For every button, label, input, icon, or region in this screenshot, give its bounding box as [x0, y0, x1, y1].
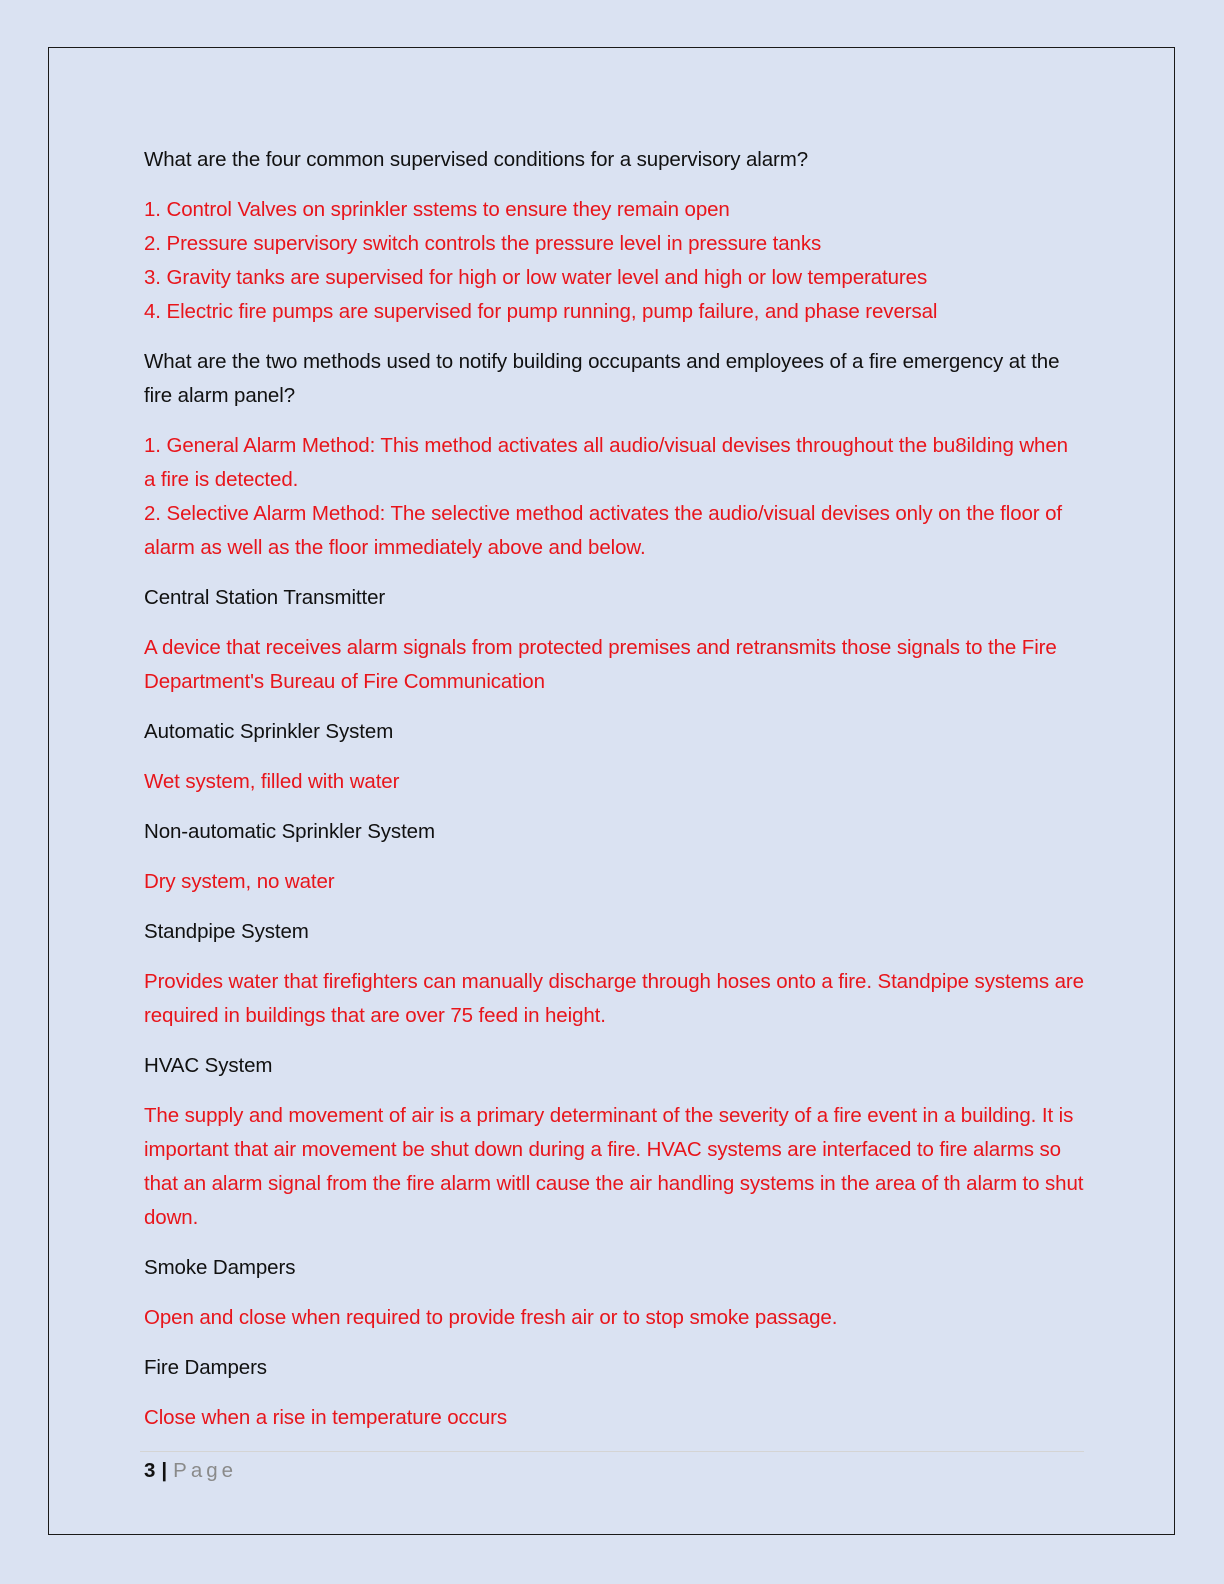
term-non-automatic-sprinkler-system: Non-automatic Sprinkler System [144, 820, 435, 843]
definition-hvac-system: The supply and movement of air is a primary determinant of the severity of a fire event in a building. It is important that air movement be shut down during a fire. HVAC systems are interfaced to fire alarms so that an alarm signal from the fire alarm witll cause the air handling systems in the area of th alarm to shut down. [144, 1104, 1084, 1229]
document-body [144, 143, 1084, 1451]
term-automatic-sprinkler-system: Automatic Sprinkler System [144, 720, 394, 743]
term-fire-dampers: Fire Dampers [144, 1356, 267, 1379]
answer-line: 3. Gravity tanks are supervised for high or low water level and high or low temperatures [144, 266, 928, 289]
term-central-station-transmitter: Central Station Transmitter [144, 586, 386, 609]
definition-non-automatic-sprinkler-system: Dry system, no water [144, 870, 335, 893]
definition-central-station-transmitter: A device that receives alarm signals from protected premises and retransmits those signals to the Fire Department's Bureau of Fire Communication [144, 636, 1057, 693]
answer-notification-methods [144, 429, 1084, 565]
page-label: Page [173, 1459, 238, 1482]
answer-line: 1. General Alarm Method: This method activates all audio/visual devises throughout the bu8ilding when a fire is detected. [144, 434, 1068, 491]
footer-separator: | [161, 1459, 168, 1482]
question-notification-methods: What are the two methods used to notify building occupants and employees of a fire emergency at the fire alarm panel? [144, 350, 1060, 407]
answer-line: 2. Pressure supervisory switch controls the pressure level in pressure tanks [144, 232, 822, 255]
question-supervised-conditions: What are the four common supervised conditions for a supervisory alarm? [144, 148, 809, 171]
answer-line: 4. Electric fire pumps are supervised for pump running, pump failure, and phase reversal [144, 300, 938, 323]
definition-fire-dampers: Close when a rise in temperature occurs [144, 1406, 507, 1429]
definition-standpipe-system: Provides water that firefighters can manually discharge through hoses onto a fire. Standpipe systems are required in buildings that are over 75 feed in height. [144, 970, 1084, 1027]
page-number: 3 [144, 1459, 156, 1482]
definition-automatic-sprinkler-system: Wet system, filled with water [144, 770, 400, 793]
page-footer [144, 1457, 237, 1485]
term-hvac-system: HVAC System [144, 1054, 273, 1077]
term-standpipe-system: Standpipe System [144, 920, 309, 943]
footer-divider [140, 1451, 1084, 1452]
definition-smoke-dampers: Open and close when required to provide fresh air or to stop smoke passage. [144, 1306, 838, 1329]
answer-line: 1. Control Valves on sprinkler sstems to ensure they remain open [144, 198, 730, 221]
answer-line: 2. Selective Alarm Method: The selective method activates the audio/visual devises only on the floor of alarm as well as the floor immediately above and below. [144, 502, 1063, 559]
term-smoke-dampers: Smoke Dampers [144, 1256, 296, 1279]
answer-supervised-conditions [144, 193, 1084, 329]
